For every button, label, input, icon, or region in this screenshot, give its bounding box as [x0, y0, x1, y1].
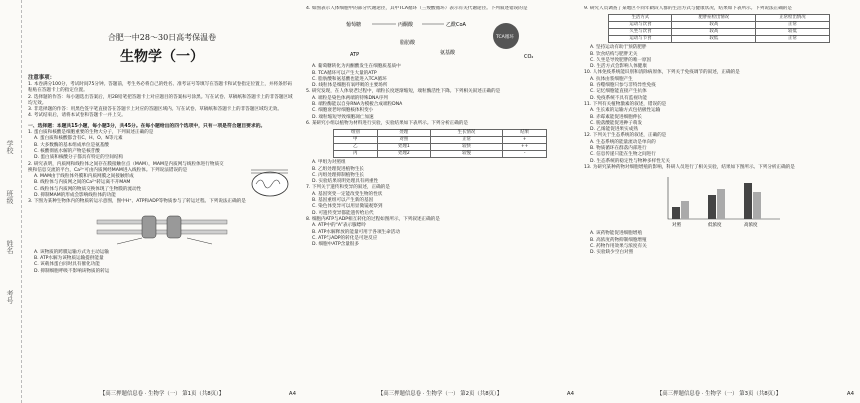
table-cell: 处理2 [377, 151, 430, 158]
footer-code: A4 [566, 391, 574, 397]
option: C. 该载体蛋白同时具有催化功能 [34, 262, 100, 268]
option: B. 乙组处理促进植物生长 [312, 166, 365, 172]
option: C. 线粒体与内质网的物质交换体现了生物膜的流动性 [34, 186, 142, 192]
page-footer [584, 388, 854, 400]
cell-proliferation-chart [654, 173, 784, 229]
question-9 [584, 6, 854, 70]
question-1 [28, 130, 296, 161]
table-cell: 甲 [333, 137, 377, 144]
option: A. ATP中的“A”表示腺嘌呤 [312, 223, 366, 229]
question-stem: 5. 研究发现，在人体衰老过程中，端粒长度逐渐缩短，端粒酶活性下降。下列相关叙述正确的是 [306, 89, 501, 95]
option: D. 抑制MAM的形成会影响线粒体的功能 [34, 193, 116, 199]
option: D. 实验结果说明处理具有两重性 [312, 179, 379, 185]
question-6 [306, 121, 574, 185]
option: A. 基因突变一定能改变生物的性状 [312, 191, 383, 197]
table-header: 结果 [503, 130, 547, 137]
option: C. 记忆细胞能直接产生抗体 [590, 89, 647, 95]
footer-code: A4 [846, 391, 854, 397]
question-stem: 4. 如图表示人体细胞中的部分代谢途径，其中TCA循环（三羧酸循环）表示有关代谢途径。下列叙述错误的是 [306, 6, 528, 11]
question-stem: 3. 下图为某种生物体内的物质转运示意图，图中H⁺、ATP和ADP等物质参与了转运过程。下列说法正确的是 [28, 199, 246, 205]
option: B. 大多数酶的基本组成单位是氨基酸 [34, 142, 109, 148]
option: D. 生活方式会影响人体健康 [590, 64, 647, 70]
option: A. 该药物能促进细胞增殖 [590, 231, 642, 237]
option: D. 免疫系统不具有监视功能 [590, 95, 647, 101]
question-8 [306, 217, 574, 248]
option: B. 吞噬细胞只参与非特异性免疫 [590, 83, 656, 89]
question-stem: 9. 研究人员调查了某地区不同年龄段人群的生活方式与健康状况，结果如下表所示。下列说法正确的是 [584, 6, 792, 11]
question-7 [306, 185, 574, 216]
chart-bar [708, 195, 716, 219]
option: D. 抑制细胞呼吸不影响该物质的转运 [34, 268, 110, 274]
table-cell: 运动与节食 [609, 36, 672, 43]
question-2 [28, 162, 296, 200]
option: C. 丙组处理抑制植物生长 [312, 172, 365, 178]
chart-bar [753, 192, 761, 219]
question-10 [584, 70, 854, 101]
footer-text: 【高三押题信息卷 · 生物学（一） 第1页（共8页）】 [99, 391, 225, 397]
option: D. 实验缺少空白对照 [590, 250, 634, 256]
option: D. 线粒体是细胞有氧呼吸的主要场所 [312, 83, 388, 89]
question-stem: 12. 下列关于生态系统的叙述，正确的是 [584, 133, 667, 139]
question-stem: 2. 研究表明，内质网和线粒体之间存在膜接触位点（MAM），MAM是内质网与线粒体进行物质交换和信息交流的平台，Ca²⁺可由内质网经MAM进入线粒体。下列说法错误的是 [28, 161, 224, 173]
option: C. 久坐是导致肥胖的唯一原因 [590, 57, 652, 63]
footer-text: 【高三押题信息卷 · 生物学（一） 第3页（共8页）】 [656, 391, 782, 397]
lifestyle-table [608, 14, 829, 43]
table-header: 处理 [377, 130, 430, 137]
question-4 [306, 6, 574, 89]
option: D. 乙烯能促进果实成熟 [590, 127, 638, 133]
table-row [333, 144, 546, 151]
label-glucose: 葡萄糖 [346, 22, 362, 29]
label-pyruvate: 丙酮酸 [398, 22, 414, 29]
table-cell: 久坐与饮食 [609, 29, 672, 36]
chart-bar [681, 201, 689, 219]
option: D. 细胞中ATP含量很多 [312, 242, 359, 248]
option: C. 脂肪酸和氨基酸也能进入TCA循环 [312, 76, 387, 82]
chart-category-label: 对照 [672, 223, 681, 229]
page-footer [28, 388, 296, 400]
option: D. 端粒缩短导致细胞凋亡加速 [312, 114, 374, 120]
option: B. ATP水解为该物质运输提供能量 [34, 255, 104, 261]
label-atp: ATP [350, 52, 360, 59]
membrane-transport-figure [87, 208, 237, 248]
table-cell: - [503, 151, 547, 158]
question-stem: 11. 下列有关植物激素的叙述，错误的是 [584, 101, 667, 107]
mitochondria-figure [248, 166, 292, 202]
chart-category-label: 高浓度 [744, 223, 758, 229]
option: A. MAM由于线粒体外膜和内质网膜之间接触形成 [34, 174, 134, 180]
metabolism-pathway-figure [340, 14, 540, 62]
option: A. 坚持运动有助于预防肥胖 [590, 45, 647, 51]
table-cell: 丙 [333, 151, 377, 158]
table-cell: 较低 [672, 36, 756, 43]
option: A. 端粒是染色体两端的特殊DNA序列 [312, 95, 388, 101]
page-1 [28, 6, 296, 386]
section-heading: 一、选择题：本题共15小题，每小题3分，共45分。在每小题给出的四个选项中，只有一项是符合题目要求的。 [28, 123, 266, 129]
note-item: 1. 本卷满分100分，考试时间75分钟。答题前，考生务必将自己的姓名、准考证号等填写在答题卡和试卷指定位置上，并将条形码粘贴在答题卡上的指定位置。 [28, 82, 292, 94]
table-cell: 运动与饮食 [609, 22, 672, 29]
table-cell: 处理1 [377, 144, 430, 151]
table-cell: 较低 [756, 29, 829, 36]
option: C. 染色体变异可以用显微镜观察到 [312, 204, 383, 210]
table-cell: 正常 [756, 22, 829, 29]
option: A. 生态系统的能量流动是单向的 [590, 139, 656, 145]
table-cell: + [503, 137, 547, 144]
question-13 [584, 165, 854, 256]
chart-bar [744, 183, 752, 219]
option: A. 甲组为对照组 [312, 160, 346, 166]
subject-title: 生物学（一） [120, 49, 204, 65]
binding-margin [0, 0, 22, 403]
margin-class: 班级 [6, 190, 14, 204]
option: A. 蛋白质和核酸都含有C、H、O、N等元素 [34, 136, 123, 142]
option: C. 细胞衰老时细胞核体积变小 [312, 108, 374, 114]
note-item: 2. 选择题的作答：每小题选出答案后，用2B铅笔把答题卡上对应题目的答案标号涂黑。写在试卷、草稿纸和答题卡上的非答题区域均无效。 [28, 94, 293, 106]
option: C. 药物作用效果与浓度有关 [590, 243, 647, 249]
option: C. ATP与ADP的转化是可逆反应 [312, 235, 378, 241]
option: B. 端粒酶能以自身RNA为模板合成端粒DNA [312, 102, 403, 108]
question-stem: 6. 某研究小组以植物为材料进行实验，实验结果如下表所示。下列分析正确的是 [306, 120, 469, 126]
table-cell: 较高 [672, 22, 756, 29]
page-footer [306, 388, 574, 400]
margin-id: 考号 [6, 290, 14, 304]
margin-school: 学校 [6, 140, 14, 154]
table-cell: 较慢 [430, 151, 502, 158]
table-cell: ++ [503, 144, 547, 151]
table-cell: 正常 [430, 137, 502, 144]
notes-title: 注意事项： [28, 75, 55, 81]
label-amino-acid: 氨基酸 [440, 50, 456, 57]
option: D. 可遗传变异都能遗传给后代 [312, 210, 374, 216]
label-fatty-acid: 脂肪酸 [400, 40, 416, 47]
experiment-table [333, 129, 547, 158]
table-cell: 对照 [377, 137, 430, 144]
option: B. 饮食结构与肥胖无关 [590, 51, 638, 57]
option: C. 信息传递只能在生物之间进行 [590, 152, 656, 158]
option: B. 赤霉素能促进细胞伸长 [590, 114, 643, 120]
option: D. 蛋白质和核酸分子都具有特定的空间结构 [34, 155, 124, 161]
option: A. 生长素的运输方式包括极性运输 [590, 108, 661, 114]
table-row [609, 22, 829, 29]
table-row [609, 29, 829, 36]
table-cell: 较快 [430, 144, 502, 151]
table-cell: 乙 [333, 144, 377, 151]
chart-category-label: 低浓度 [708, 223, 722, 229]
label-co2: CO₂ [524, 54, 534, 61]
question-11 [584, 102, 854, 133]
option: A. 葡萄糖转化为丙酮酸发生在细胞质基质中 [312, 64, 401, 70]
chart-bar [717, 189, 725, 219]
note-item: 3. 非选择题的作答：用黑色签字笔直接答在答题卡上对应的答题区域内。写在试卷、草稿纸和答题卡上的非答题区域均无效。 [28, 107, 282, 113]
table-header: 肥胖症检出情况 [672, 15, 756, 22]
footer-code: A4 [288, 391, 296, 397]
table-row [333, 151, 546, 158]
option: D. 生态系统的稳定性与物种多样性无关 [590, 158, 670, 164]
table-cell: 较高 [672, 29, 756, 36]
chart-bar [672, 207, 680, 219]
option: C. 脱落酸能促进种子萌发 [590, 120, 643, 126]
exam-title: 合肥一中28～30日高考保温卷 [107, 33, 217, 42]
note-item: 4. 考试结束后，请将本试卷和答题卡一并上交。 [28, 113, 126, 119]
label-acetyl-coa: 乙酰CoA [446, 22, 466, 29]
option: B. 物质循环在群落内部进行 [590, 146, 647, 152]
table-header: 生长情况 [430, 130, 502, 137]
option: B. ATP水解释放的能量可用于各项生命活动 [312, 229, 400, 235]
option: A. 抗体由浆细胞产生 [590, 76, 633, 82]
table-header: 生活方式 [609, 15, 672, 22]
page-2 [306, 6, 574, 386]
table-cell: 正常 [756, 36, 829, 43]
table-header: 组别 [333, 130, 377, 137]
option: C. 核酸彻底水解的产物是核苷酸 [34, 148, 100, 154]
label-tca: TCA循环 [496, 35, 514, 41]
question-12 [584, 133, 854, 164]
page-3 [584, 6, 854, 386]
margin-name: 姓名 [6, 240, 14, 254]
question-5 [306, 89, 574, 120]
option: B. 基因重组可以产生新的基因 [312, 198, 374, 204]
table-row [609, 36, 829, 43]
question-stem: 8. 细胞内ATP与ADP相互转化的过程如图所示，下列叙述正确的是 [306, 216, 440, 222]
option: B. TCA循环可以产生大量的ATP [312, 70, 377, 76]
question-3 [28, 199, 296, 274]
question-stem: 10. 人体免疫系统能识别和清除病原体，下列关于免疫调节的叙述，正确的是 [584, 70, 740, 76]
table-header: 正常检出情况 [756, 15, 829, 22]
footer-text: 【高三押题信息卷 · 生物学（一） 第2页（共8页）】 [377, 391, 503, 397]
question-stem: 7. 下列关于遗传和变异的叙述，正确的是 [306, 185, 390, 191]
table-row [333, 137, 546, 144]
question-stem: 13. 为研究某种药物对细胞增殖的影响，科研人员进行了相关实验，结果如下图所示。下列分析正确的是 [584, 164, 795, 170]
option: A. 该物质的跨膜运输方式为主动运输 [34, 249, 109, 255]
option: B. 线粒体与内质网之间的Ca²⁺转运离不开MAM [34, 180, 131, 186]
option: B. 高浓度药物抑制细胞增殖 [590, 237, 647, 243]
question-stem: 1. 蛋白质和核酸是细胞重要的生物大分子，下列叙述正确的是 [28, 130, 154, 136]
